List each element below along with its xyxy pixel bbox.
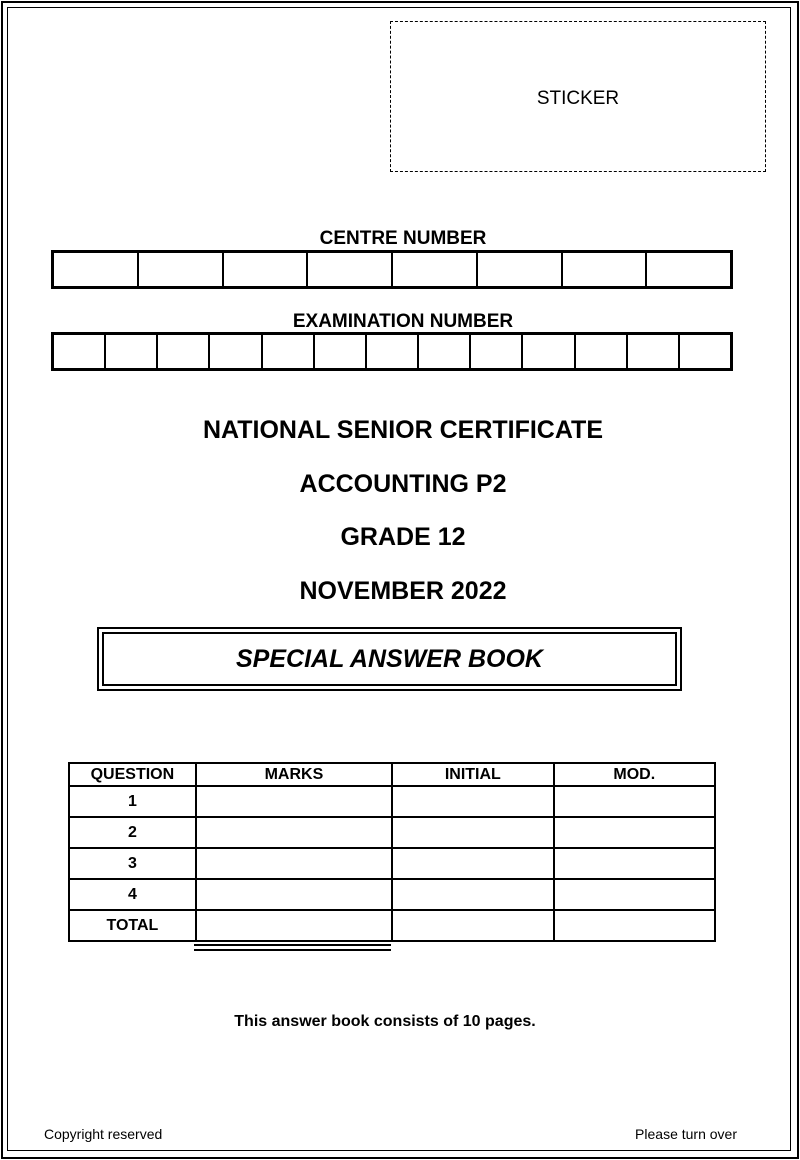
mod-cell[interactable]: [554, 879, 715, 910]
header-mod: MOD.: [554, 763, 715, 786]
examination-number-digit-box[interactable]: [419, 335, 471, 368]
examination-number-digit-box[interactable]: [54, 335, 106, 368]
initial-cell[interactable]: [392, 879, 553, 910]
examination-number-digit-box[interactable]: [680, 335, 730, 368]
marks-cell[interactable]: [196, 817, 392, 848]
examination-number-digit-box[interactable]: [315, 335, 367, 368]
centre-number-label: CENTRE NUMBER: [319, 228, 487, 249]
examination-number-digit-box[interactable]: [263, 335, 315, 368]
examination-number-digit-box[interactable]: [523, 335, 575, 368]
examination-number-label: EXAMINATION NUMBER: [292, 311, 514, 332]
sticker-label: STICKER: [536, 88, 620, 109]
mod-cell[interactable]: [554, 910, 715, 941]
footer-turn-over: Please turn over: [635, 1126, 737, 1142]
centre-number-digit-box[interactable]: [478, 253, 563, 286]
footer-copyright: Copyright reserved: [44, 1126, 163, 1142]
examination-number-digit-box[interactable]: [576, 335, 628, 368]
centre-number-digit-box[interactable]: [647, 253, 730, 286]
mod-cell[interactable]: [554, 817, 715, 848]
centre-number-digit-box[interactable]: [224, 253, 309, 286]
grade-title: GRADE 12: [340, 523, 466, 551]
initial-cell[interactable]: [392, 786, 553, 817]
special-answer-book-box: [97, 627, 682, 691]
mod-cell[interactable]: [554, 848, 715, 879]
examination-number-digit-box[interactable]: [158, 335, 210, 368]
pages-note: This answer book consists of 10 pages.: [234, 1013, 536, 1030]
subject-title: ACCOUNTING P2: [299, 470, 507, 498]
certificate-title: NATIONAL SENIOR CERTIFICATE: [203, 416, 603, 444]
question-cell: 4: [69, 879, 196, 910]
examination-number-digit-box[interactable]: [471, 335, 523, 368]
examination-number-digit-box[interactable]: [628, 335, 680, 368]
centre-number-digit-box[interactable]: [393, 253, 478, 286]
initial-cell[interactable]: [392, 910, 553, 941]
centre-number-boxes[interactable]: [51, 250, 733, 289]
marks-cell[interactable]: [196, 786, 392, 817]
header-initial: INITIAL: [392, 763, 553, 786]
marks-cell[interactable]: [196, 879, 392, 910]
table-row: [69, 879, 715, 910]
header-marks: MARKS: [196, 763, 392, 786]
centre-number-digit-box[interactable]: [54, 253, 139, 286]
special-answer-book-title: SPECIAL ANSWER BOOK: [236, 644, 543, 673]
total-marks-cell[interactable]: [196, 910, 392, 941]
marks-table-header: [69, 763, 715, 786]
examination-number-digit-box[interactable]: [367, 335, 419, 368]
initial-cell[interactable]: [392, 817, 553, 848]
examination-number-boxes[interactable]: [51, 332, 733, 371]
table-row: [69, 848, 715, 879]
header-question: QUESTION: [69, 763, 196, 786]
session-title: NOVEMBER 2022: [299, 577, 507, 605]
total-label-cell: TOTAL: [69, 910, 196, 941]
initial-cell[interactable]: [392, 848, 553, 879]
marks-table: [68, 762, 716, 942]
centre-number-digit-box[interactable]: [308, 253, 393, 286]
question-cell: 3: [69, 848, 196, 879]
mod-cell[interactable]: [554, 786, 715, 817]
table-row: [69, 786, 715, 817]
centre-number-digit-box[interactable]: [139, 253, 224, 286]
question-cell: 2: [69, 817, 196, 848]
sticker-area: [390, 21, 766, 172]
table-row-total: [69, 910, 715, 941]
total-double-underline: [194, 944, 391, 951]
examination-number-digit-box[interactable]: [106, 335, 158, 368]
examination-number-digit-box[interactable]: [210, 335, 262, 368]
question-cell: 1: [69, 786, 196, 817]
marks-cell[interactable]: [196, 848, 392, 879]
centre-number-digit-box[interactable]: [563, 253, 648, 286]
table-row: [69, 817, 715, 848]
